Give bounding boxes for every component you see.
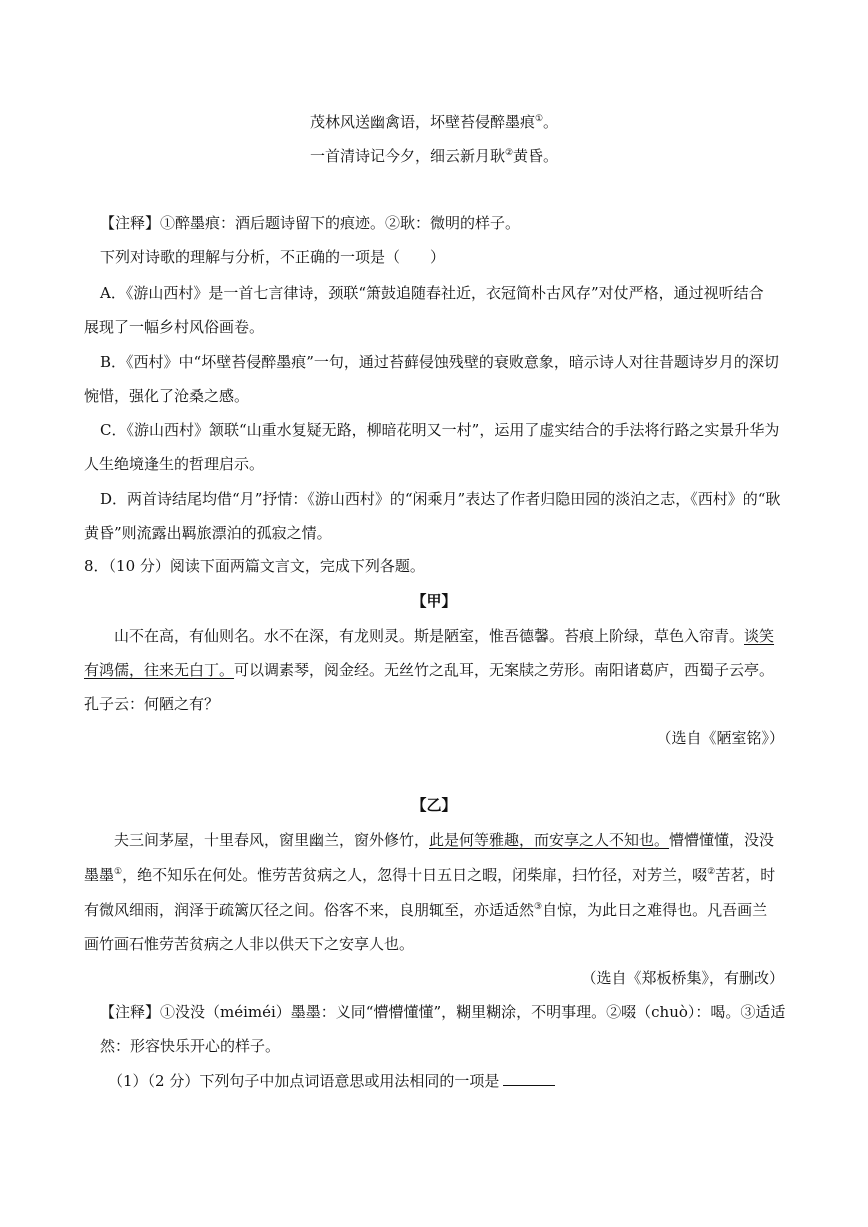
passage-jia-line-1-text: 山不在高，有仙则名。水不在深，有龙则灵。斯是陋室，惟吾德馨。苔痕上阶绿，草色入帘青。 [114, 627, 745, 645]
poem-line-1 [0, 112, 868, 132]
passage-yi-line-4: 画竹画石惟劳苦贫病之人非以供天下之安享人也。 [84, 935, 415, 953]
passage-yi-line-2-end: 苦茗，时 [715, 866, 776, 884]
passage-jia-line-1 [114, 626, 774, 646]
answer-blank[interactable] [503, 1071, 555, 1086]
option-a-line-2: 展现了一幅乡村风俗画卷。 [84, 318, 265, 336]
poem-note: 【注释】①醉墨痕：酒后题诗留下的痕迹。②耿：微明的样子。 [100, 214, 521, 232]
option-a-line-1: A．《游山西村》是一首七言律诗，颈联“箫鼓追随春社近，衣冠简朴古风存”对仗严格，通过视听结合 [100, 284, 764, 302]
passage-yi-line-3 [84, 900, 767, 920]
option-d-line-1: D．两首诗结尾均借“月”抒情：《游山西村》的“闲乘月”表达了作者归隐田园的淡泊之志，《西村》的“耿 [100, 490, 781, 508]
poem-line-2 [0, 146, 868, 166]
poem-line-2-text: 一首清诗记今夕，细云新月耿 [309, 147, 505, 165]
passage-yi-line-2-start: 墨墨 [84, 866, 115, 884]
poem-line-1-text: 茂林风送幽禽语，坏壁苔侵醉墨痕 [309, 113, 535, 131]
footnote-mark-yi-3: ③ [534, 902, 543, 912]
option-d-line-2: 黄昏”则流露出羁旅漂泊的孤寂之情。 [84, 524, 332, 542]
option-b-line-2: 惋惜，强化了沧桑之感。 [84, 387, 250, 405]
option-c-line-2: 人生绝境逢生的哲理启示。 [84, 455, 265, 473]
passage-yi-title: 【乙】 [411, 796, 457, 814]
passage-yi-note-line-1: 【注释】①没没（méiméi）墨墨：义同“懵懵懂懂”，糊里糊涂，不明事理。②啜（chuò）：喝。③适适 [100, 1003, 786, 1021]
underlined-sentence-jia: 谈笑 [744, 627, 775, 645]
passage-jia-source: （选自《陋室铭》） [656, 729, 784, 747]
underlined-sentence-yi: 此是何等雅趣，而安享之人不知也。 [429, 831, 670, 849]
passage-yi-line-1-end: 懵懵懂懂，没没 [669, 831, 775, 849]
footnote-mark-yi-1: ① [114, 867, 123, 877]
passage-jia-line-3: 孔子云：何陋之有？ [84, 695, 220, 713]
passage-jia-title: 【甲】 [411, 592, 457, 610]
question-8-stem: 8．（10 分）阅读下面两篇文言文，完成下列各题。 [84, 557, 425, 575]
passage-yi-line-2-text: ，绝不知乐在何处。惟劳苦贫病之人，忽得十日五日之暇，闭柴扉，扫竹径，对芳兰，啜 [122, 866, 708, 884]
option-c-line-1: C．《游山西村》颔联“山重水复疑无路，柳暗花明又一村”，运用了虚实结合的手法将行路之实景升华为 [100, 421, 780, 439]
passage-jia-line-2 [84, 660, 774, 680]
footnote-mark-1: ① [534, 114, 544, 124]
passage-yi-line-3-end: 自惊，为此日之难得也。凡吾画兰 [542, 901, 768, 919]
passage-yi-note-line-2: 然：形容快乐开心的样子。 [100, 1037, 281, 1055]
passage-yi-source: （选自《郑板桥集》，有删改） [581, 969, 784, 987]
underlined-sentence-jia-cont: 有鸿儒，往来无白丁。 [84, 661, 235, 679]
passage-yi-line-1 [114, 830, 774, 850]
question-8-sub-1-text: （1）（2 分）下列句子中加点词语意思或用法相同的一项是 [108, 1072, 500, 1090]
passage-yi-line-1-text: 夫三间茅屋，十里春风，窗里幽兰，窗外修竹， [114, 831, 430, 849]
question-8-sub-1 [108, 1071, 555, 1091]
footnote-mark-2: ② [504, 148, 514, 158]
passage-jia-line-2-text: 可以调素琴，阅金经。无丝竹之乱耳，无案牍之劳形。南阳诸葛庐，西蜀子云亭。 [234, 661, 775, 679]
question-7-stem: 下列对诗歌的理解与分析，不正确的一项是（ ） [100, 248, 446, 266]
option-b-line-1: B．《西村》中“坏壁苔侵醉墨痕”一句，通过苔藓侵蚀残壁的衰败意象，暗示诗人对往昔题诗岁月的深切 [100, 353, 779, 371]
poem-line-2-end: 黄昏。 [513, 147, 559, 165]
poem-line-1-end: 。 [543, 113, 559, 131]
passage-yi-line-3-text: 有微风细雨，润泽于疏篱仄径之间。俗客不来，良朋辄至，亦适适然 [84, 901, 535, 919]
footnote-mark-yi-2: ② [707, 867, 716, 877]
passage-yi-line-2 [84, 865, 775, 885]
